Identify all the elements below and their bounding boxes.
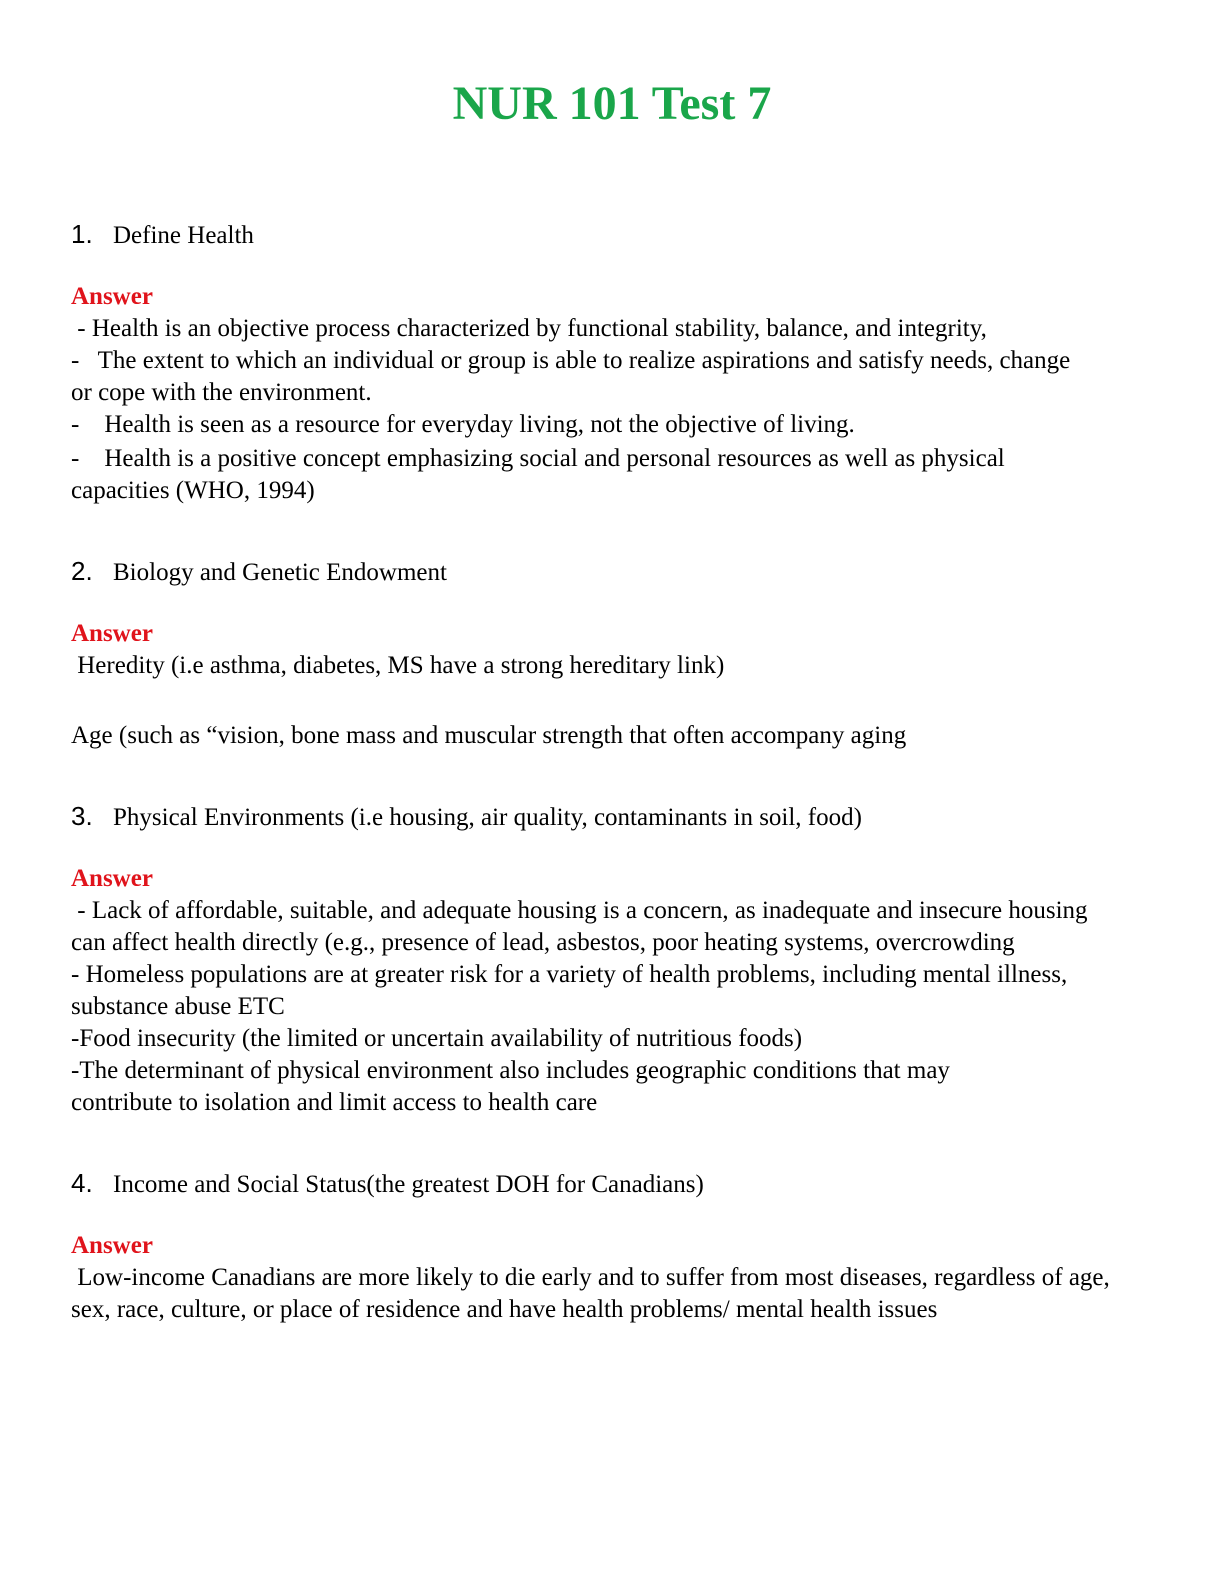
answer-line: Age (such as “vision, bone mass and muscular strength that often accompany aging bbox=[71, 722, 907, 749]
question-section bbox=[71, 218, 1161, 507]
question-number: 1. bbox=[71, 219, 93, 249]
question-heading bbox=[71, 555, 1161, 587]
question-section bbox=[71, 1167, 1161, 1326]
answer-line: - The extent to which an individual or group is able to realize aspirations and satisfy needs, change or cope with the environment. bbox=[71, 347, 1077, 406]
answer-line: Low-income Canadians are more likely to die early and to suffer from most diseases, regardless of age, sex, race, culture, or place of residence and have health problems/ mental health issues bbox=[71, 1264, 1117, 1323]
document-body bbox=[71, 218, 1161, 1326]
question-number: 4. bbox=[71, 1168, 93, 1198]
page-title: NUR 101 Test 7 bbox=[452, 77, 772, 130]
question-section bbox=[71, 555, 1161, 752]
question-text: Biology and Genetic Endowment bbox=[113, 559, 447, 586]
answer-line: - Health is seen as a resource for everyday living, not the objective of living. bbox=[71, 411, 855, 438]
question-number: 3. bbox=[71, 801, 93, 831]
answer-label: Answer bbox=[71, 620, 153, 647]
question-heading bbox=[71, 218, 1161, 250]
answer-label: Answer bbox=[71, 1232, 153, 1259]
answer-line: -The determinant of physical environment also includes geographic conditions that may contribute to isolation and limit access to health care bbox=[71, 1057, 957, 1116]
answer-line: - Lack of affordable, suitable, and adequate housing is a concern, as inadequate and insecure housing can affect health directly (e.g., presence of lead, asbestos, poor heating systems, overcrowding bbox=[71, 897, 1094, 956]
answer-line: Heredity (i.e asthma, diabetes, MS have a strong hereditary link) bbox=[71, 652, 725, 679]
question-text: Income and Social Status(the greatest DOH for Canadians) bbox=[113, 1171, 704, 1198]
answer-label: Answer bbox=[71, 283, 153, 310]
question-text: Physical Environments (i.e housing, air quality, contaminants in soil, food) bbox=[113, 804, 862, 831]
question-heading bbox=[71, 1167, 1161, 1199]
question-section bbox=[71, 800, 1161, 1119]
answer-label: Answer bbox=[71, 865, 153, 892]
question-heading bbox=[71, 800, 1161, 832]
question-text: Define Health bbox=[113, 222, 254, 249]
answer-line: - Homeless populations are at greater risk for a variety of health problems, including mental illness, substance abuse ETC bbox=[71, 961, 1074, 1020]
answer-line: -Food insecurity (the limited or uncertain availability of nutritious foods) bbox=[71, 1025, 803, 1052]
question-number: 2. bbox=[71, 556, 93, 586]
answer-line: - Health is a positive concept emphasizing social and personal resources as well as physical capacities (WHO, 1994) bbox=[71, 445, 1011, 504]
answer-line: - Health is an objective process characterized by functional stability, balance, and integrity, bbox=[71, 315, 987, 342]
